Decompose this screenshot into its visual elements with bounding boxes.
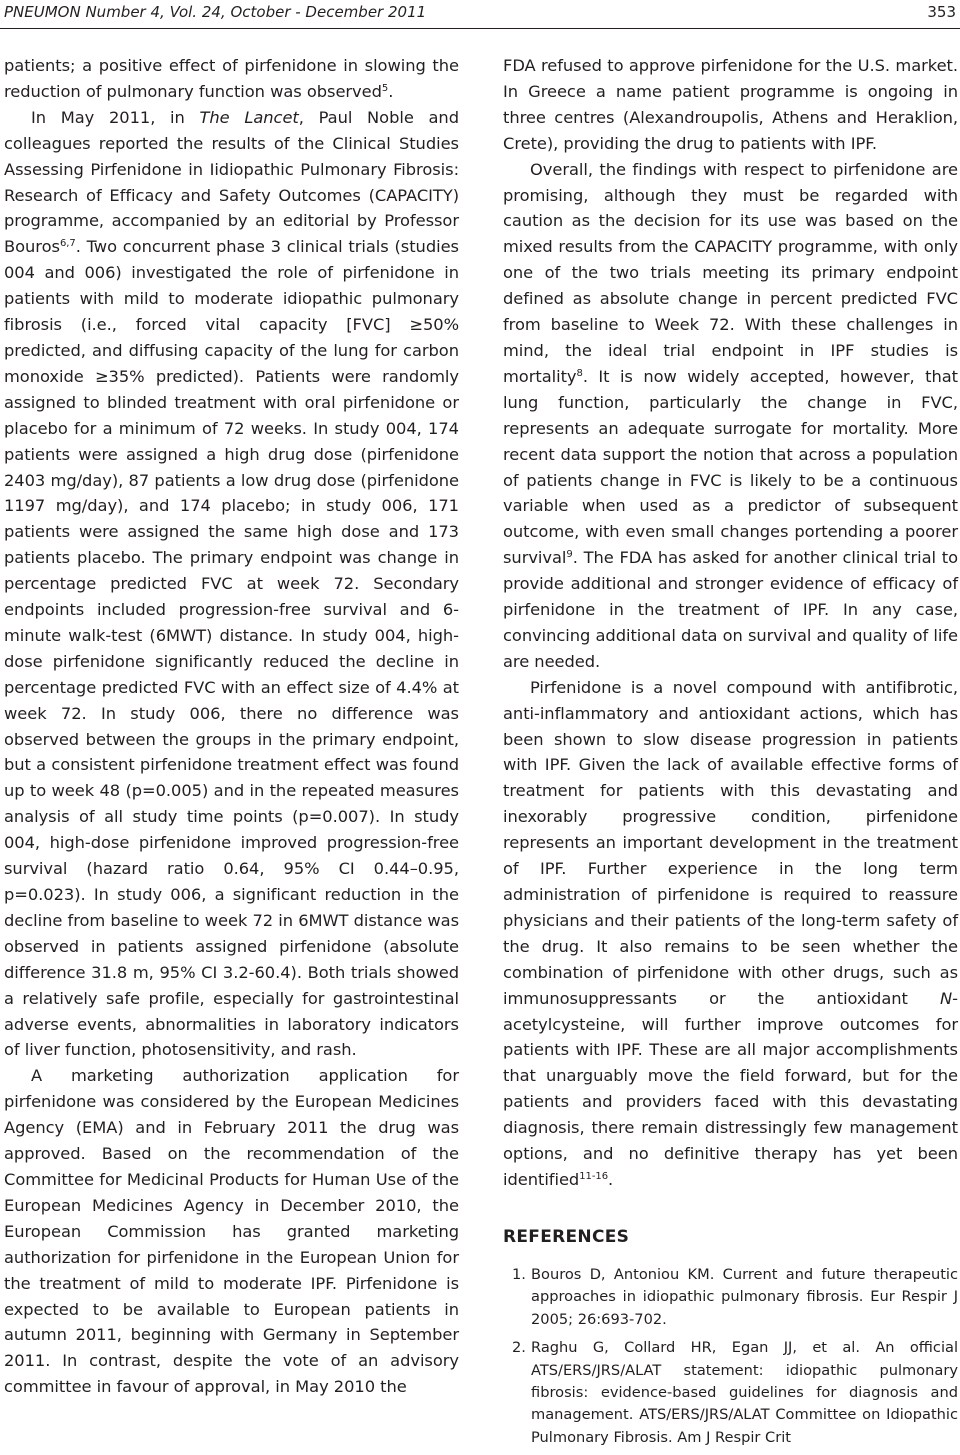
citation-superscript: 9 (566, 549, 573, 561)
citation-superscript: 11-16 (579, 1170, 609, 1182)
paragraph-text: FDA refused to approve pirfenidone for the U.S. market. In Greece a name patient programme is ongoing in three centres (Alexandroupolis, Athens and Heraklion, Crete), providing the drug to patients with IPF. (503, 56, 958, 153)
paragraph-text: Overall, the findings with respect to pirfenidone are promising, although they must be regarded with caution as the decision for its use was based on the mixed results from the CAPACITY programme, with only one of the two trials meeting its primary endpoint defined as absolute change in percent predicted FVC from baseline to Week 72. With these challenges in mind, the ideal trial endpoint in IPF studies is mortality (503, 159, 958, 386)
citation-superscript: 6,7 (59, 238, 76, 250)
paragraph-text: patients; a positive effect of pirfenidone in slowing the reduction of pulmonary function was observed (4, 56, 459, 101)
paragraph-text: . (388, 81, 394, 101)
paragraph (4, 1063, 459, 1400)
reference-text: Bouros D, Antoniou KM. Current and future therapeutic approaches in idiopathic pulmonary fibrosis. Eur Respir J 2005; 26:693-702. (531, 1265, 958, 1328)
page-number: 353 (927, 3, 956, 21)
reference-number: 2. (512, 1339, 526, 1357)
reference-list (503, 1264, 958, 1449)
right-column (503, 53, 958, 1455)
reference-item (503, 1264, 958, 1331)
paragraph-text: , Paul Noble and colleagues reported the results of the Clinical Studies Assessing Pirfenidone in Iidiopathic Pulmonary Fibrosis: Research of Efficacy and Safety Outcomes (CAPACITY) programme, accompanied by an editorial by Professor Bouros (4, 107, 459, 257)
paragraph (503, 675, 958, 1193)
paragraph-text: Pirfenidone is a novel compound with antifibrotic, anti-inflammatory and antioxidant actions, which has been shown to slow disease progression in patients with IPF. Given the lack of available effective forms of treatment for patients with this devastating and inexorably progressive condition, pirfenidone represents an important development in the treatment of IPF. Further experience in the long term administration of pirfenidone is required to reassure physicians and their patients of the long-term safety of the drug. It also remains to be seen whether the combination of pirfenidone with other drugs, such as immunosuppressants or the antioxidant (503, 677, 958, 1008)
header-rule (0, 28, 960, 29)
paragraph (503, 53, 958, 157)
reference-item (503, 1337, 958, 1449)
citation-superscript: 8 (576, 367, 583, 379)
paragraph-text: . The FDA has asked for another clinical trial to provide additional and stronger evidence of efficacy of pirfenidone in the treatment of IPF. In any case, convincing additional data on survival and quality of life are needed. (503, 548, 958, 671)
running-header (0, 0, 960, 30)
paragraph-text: . It is now widely accepted, however, that lung function, particularly the change in FVC, represents an adequate surrogate for mortality. More recent data support the notion that across a population of patients change in FVC is likely to be a continuous variable when used as a predictor of subsequent outcome, with even small changes portending a poorer survival (503, 366, 958, 568)
left-column (4, 53, 459, 1400)
paragraph-text: A marketing authorization application for pirfenidone was considered by the European Medicines Agency (EMA) and in February 2011 the drug was approved. Based on the recommendation of the Committee for Medicinal Products for Human Use of the European Medicines Agency in December 2010, the European Commission has granted marketing authorization for pirfenidone in the European Union for the treatment of mild to moderate IPF. Pirfenidone is expected to be available to European patients in autumn 2011, beginning with Germany in September 2011. In contrast, despite the vote of an advisory committee in favour of approval, in May 2010 the (4, 1066, 459, 1397)
journal-name: The Lancet (199, 107, 299, 127)
paragraph-text: -acetylcysteine, will further improve outcomes for patients with IPF. These are all major accomplishments that unarguably move the field forward, but for the patients and providers faced with this devastating diagnosis, there remain distressingly few management options, and no definitive therapy has yet been identified (503, 988, 958, 1189)
paragraph-text: In May 2011, in (31, 107, 200, 127)
paragraph-text: . (608, 1169, 614, 1189)
paragraph (4, 53, 459, 105)
reference-text: Raghu G, Collard HR, Egan JJ, et al. An official ATS/ERS/JRS/ALAT statement: idiopathic pulmonary fibrosis: evidence-based guidelines for diagnosis and management. ATS/ERS/JRS/ALAT Committee on Idiopathic Pulmonary Fibrosis. Am J Respir Crit (531, 1339, 958, 1446)
references-heading: REFERENCES (503, 1226, 630, 1247)
journal-citation: PNEUMON Number 4, Vol. 24, October - December 2011 (4, 3, 427, 21)
citation-superscript: 5 (381, 82, 389, 94)
reference-number: 1. (512, 1265, 526, 1283)
paragraph (4, 105, 459, 1064)
italic-text: N (940, 988, 953, 1008)
paragraph-text: . Two concurrent phase 3 clinical trials (studies 004 and 006) investigated the role of pirfenidone in patients with mild to moderate idiopathic pulmonary fibrosis (i.e., forced vital capacity [FVC] ≥50% predicted, and diffusing capacity of the lung for carbon monoxide ≥35% predicted). Patients were randomly assigned to blinded treatment with oral pirfenidone or placebo for a minimum of 72 weeks. In study 004, 174 patients were assigned a high drug dose (pirfenidone 2403 mg/day), 87 patients a low drug dose (pirfenidone 1197 mg/day), and 174 placebo; in study 006, 171 patients were assigned the same high dose and 173 patients placebo. The primary endpoint was change in percentage predicted FVC at week 72. Secondary endpoints included progression-free survival and 6-minute walk-test (6MWT) distance. In study 004, high-dose pirfenidone significantly reduced the decline in percentage predicted FVC with an effect size of 4.4% at week 72. In study 006, there no difference was observed between the groups in the primary endpoint, but a consistent pirfenidone treatment effect was found up to week 48 (p=0.005) and in the repeated measures analysis of all study time points (p=0.007). In study 004, high-dose pirfenidone improved progression-free survival (hazard ratio 0.64, 95% CI 0.44–0.95, p=0.023). In study 006, a significant reduction in the decline from baseline to week 72 in 6MWT distance was observed in patients assigned pirfenidone (absolute difference 31.8 m, 95% CI 3.2-60.4). Both trials showed a relatively safe profile, especially for gastrointestinal adverse events, abnormalities in laboratory indicators of liver function, photosensitivity, and rash. (4, 237, 459, 1060)
paragraph (503, 157, 958, 675)
